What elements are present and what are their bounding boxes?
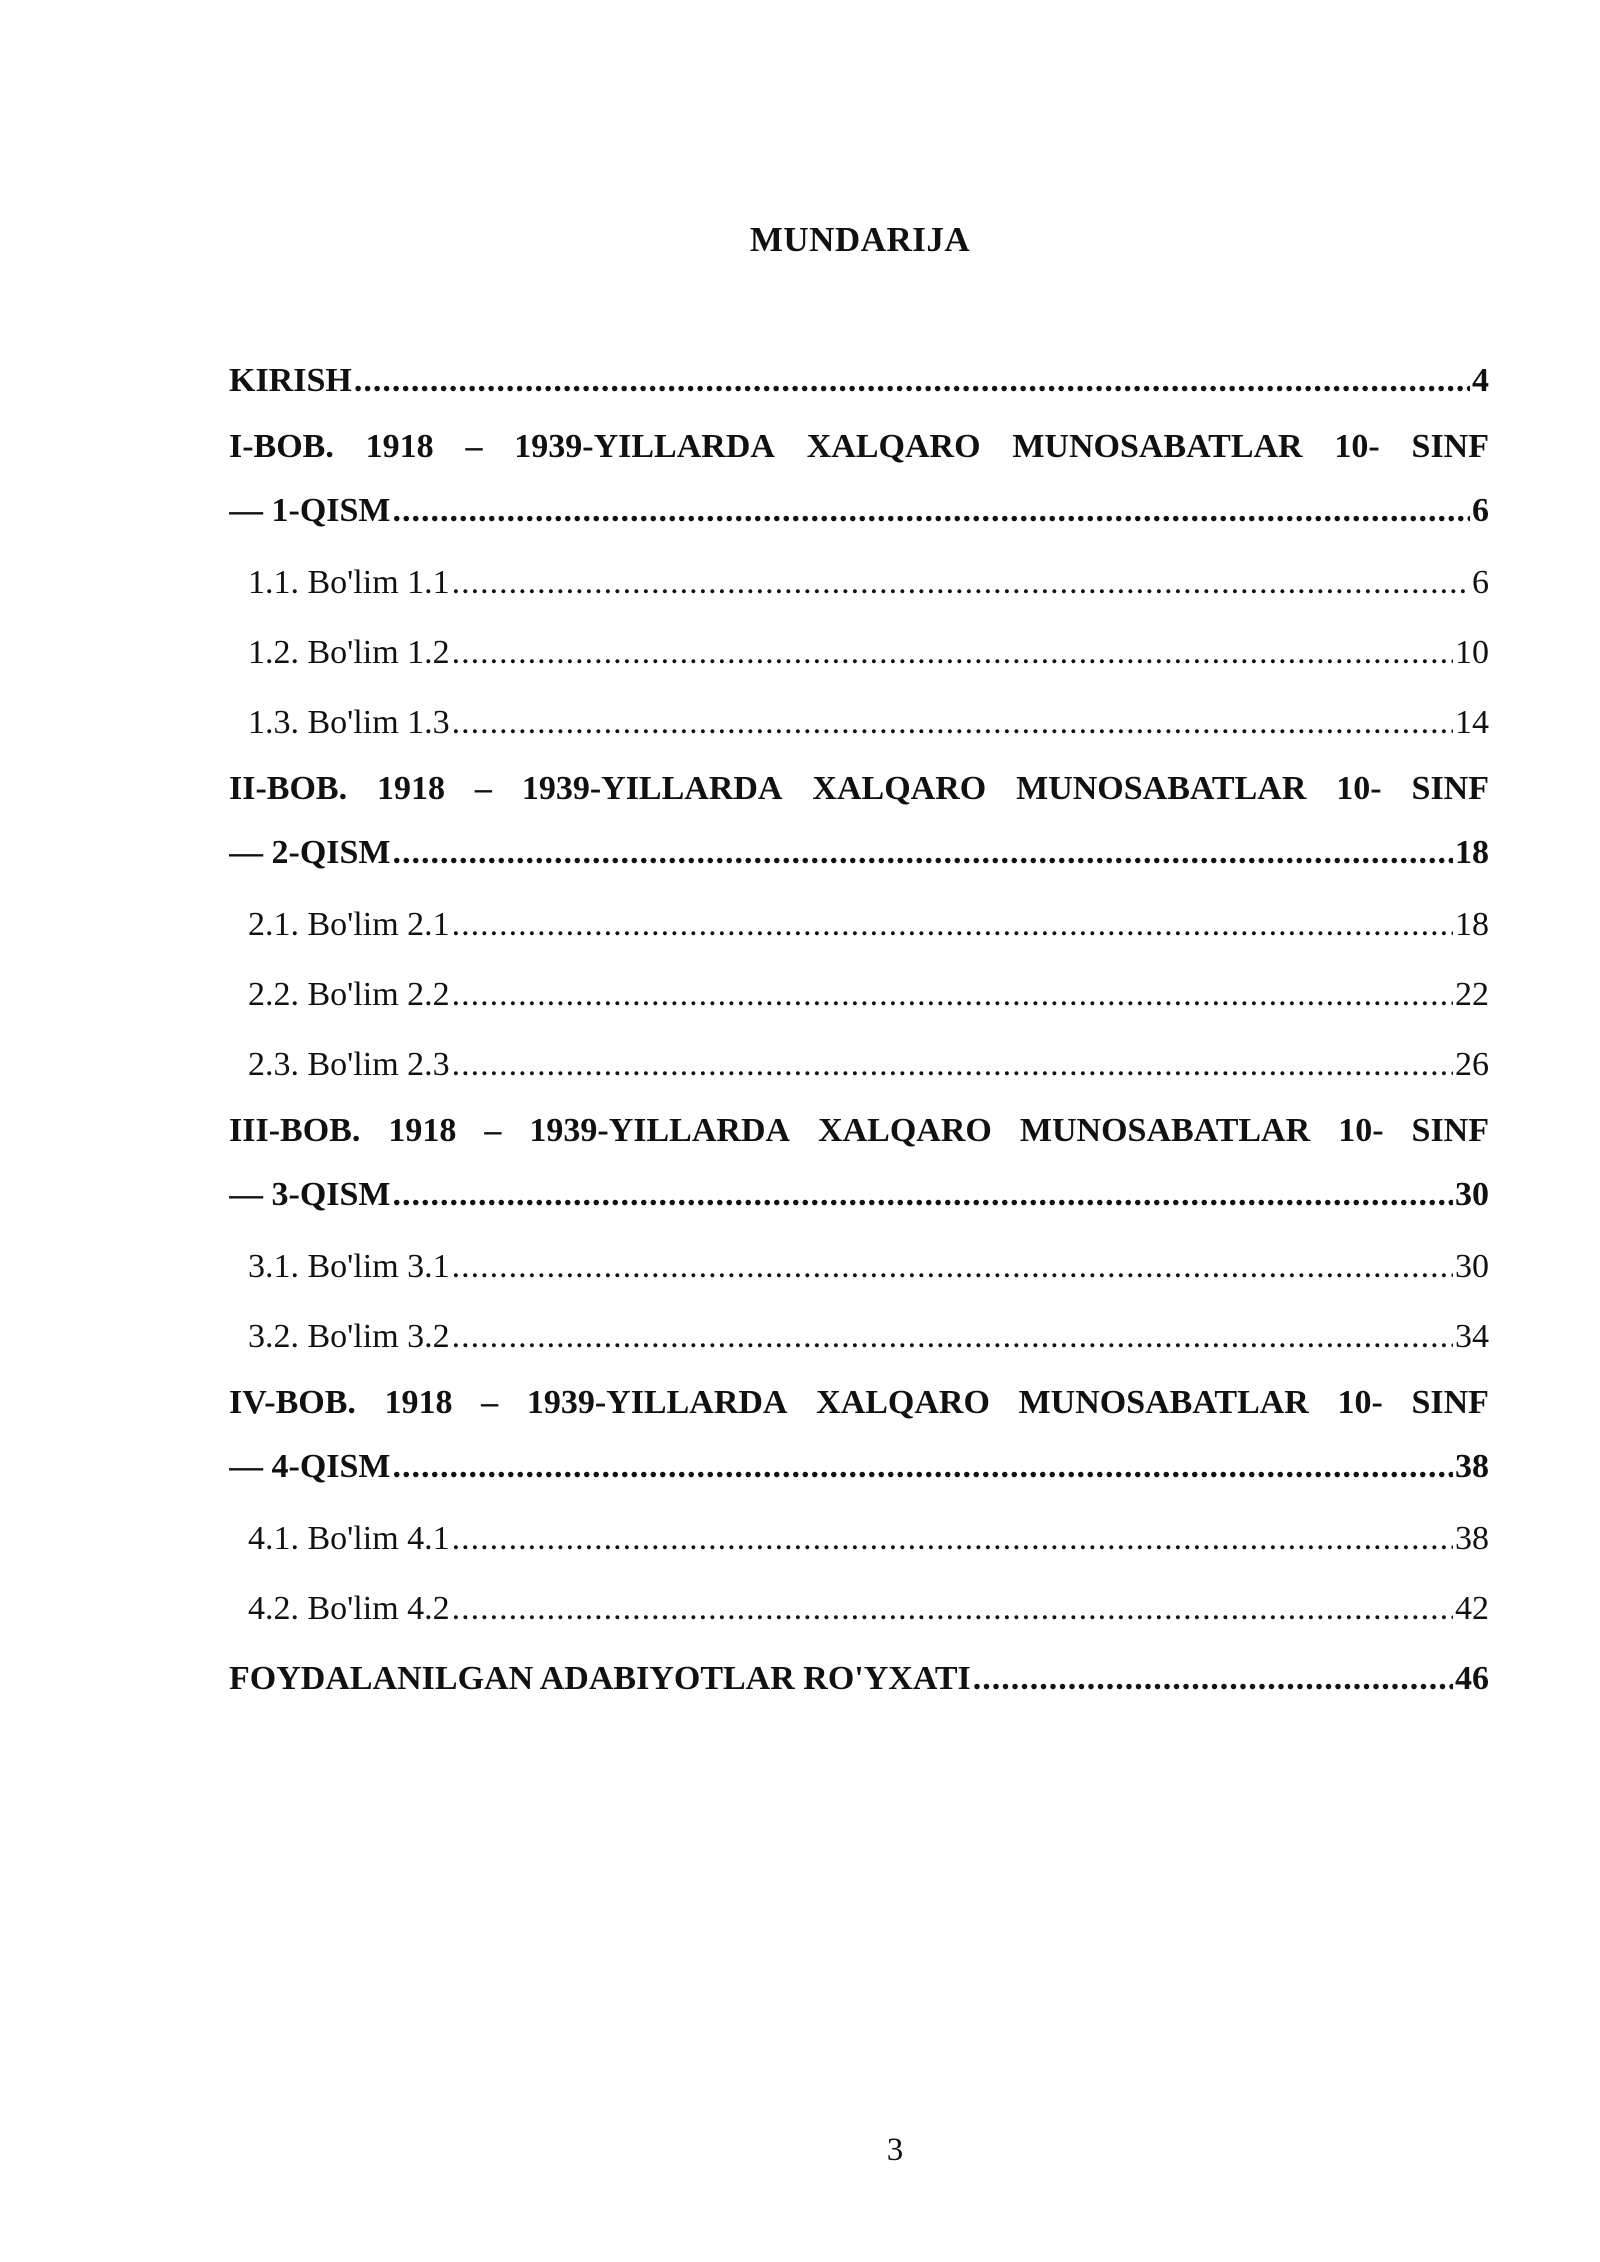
toc-entry-label: FOYDALANILGAN ADABIYOTLAR RO'YXATI xyxy=(229,1660,971,1697)
dot-leader xyxy=(452,890,1453,960)
heading-word: 1939-YILLARDA xyxy=(514,428,775,465)
toc-section-1-3[interactable] xyxy=(229,688,1489,758)
toc-entry-page: 22 xyxy=(1455,976,1489,1013)
dot-leader xyxy=(393,1162,1454,1228)
heading-word: SINF xyxy=(1411,428,1489,465)
heading-word: MUNOSABATLAR xyxy=(1018,1384,1309,1421)
toc-chapter-4-tail[interactable] xyxy=(229,1434,1489,1504)
heading-word: 1939-YILLARDA xyxy=(529,1112,791,1149)
heading-word: – xyxy=(481,1384,499,1421)
heading-word: MUNOSABATLAR xyxy=(1019,1112,1311,1149)
toc-entry-page: 42 xyxy=(1455,1590,1489,1627)
dot-leader xyxy=(452,1030,1453,1100)
toc-section-3-2[interactable] xyxy=(229,1302,1489,1372)
heading-word: 1939-YILLARDA xyxy=(521,770,783,807)
heading-word: II-BOB. xyxy=(229,770,348,807)
toc-entry-label: 3.2. Bo'lim 3.2 xyxy=(248,1318,450,1355)
heading-word: – xyxy=(474,770,492,807)
heading-word: – xyxy=(465,428,483,465)
toc-chapter-1-tail[interactable] xyxy=(229,478,1489,548)
toc-entry-label: — 2-QISM xyxy=(229,834,391,871)
heading-word: 10- xyxy=(1336,770,1382,807)
toc-entry-page: 14 xyxy=(1455,704,1489,741)
toc-section-2-3[interactable] xyxy=(229,1030,1489,1100)
toc-chapter-2-heading[interactable] xyxy=(229,758,1489,820)
heading-word: SINF xyxy=(1411,1112,1489,1149)
heading-word: 1918 xyxy=(384,1384,453,1421)
heading-word: 1939-YILLARDA xyxy=(526,1384,788,1421)
toc-entry-label: — 3-QISM xyxy=(229,1176,391,1213)
toc-entry-page: 46 xyxy=(1455,1660,1489,1697)
dot-leader xyxy=(452,688,1453,758)
heading-word: – xyxy=(484,1112,502,1149)
dot-leader xyxy=(452,548,1470,618)
dot-leader xyxy=(452,1504,1453,1574)
heading-word: XALQARO xyxy=(806,428,981,465)
toc-entry-page: 6 xyxy=(1472,492,1489,529)
dot-leader xyxy=(393,820,1454,886)
heading-word: III-BOB. xyxy=(229,1112,361,1149)
heading-word: XALQARO xyxy=(816,1384,990,1421)
toc-entry-label: 1.2. Bo'lim 1.2 xyxy=(248,634,450,671)
dot-leader xyxy=(452,1574,1453,1644)
heading-word: 10- xyxy=(1338,1112,1384,1149)
toc-section-4-2[interactable] xyxy=(229,1574,1489,1644)
dot-leader xyxy=(452,618,1453,688)
toc-entry-page: 10 xyxy=(1455,634,1489,671)
toc-entry-page: 26 xyxy=(1455,1046,1489,1083)
heading-word: SINF xyxy=(1411,1384,1489,1421)
toc-entry-page: 18 xyxy=(1455,906,1489,943)
dot-leader xyxy=(973,1644,1453,1714)
page-title: MUNDARIJA xyxy=(749,220,971,259)
heading-word: 10- xyxy=(1334,428,1380,465)
toc-entry-label: 2.1. Bo'lim 2.1 xyxy=(248,906,450,943)
toc-entry-page: 6 xyxy=(1472,564,1489,601)
toc-section-2-2[interactable] xyxy=(229,960,1489,1030)
toc-entry-references[interactable] xyxy=(229,1644,1489,1714)
heading-word: MUNOSABATLAR xyxy=(1016,770,1307,807)
toc-entry-page: 18 xyxy=(1455,834,1489,871)
toc-chapter-1-heading[interactable] xyxy=(229,416,1489,478)
toc-entry-page: 4 xyxy=(1472,362,1489,399)
dot-leader xyxy=(354,346,1470,416)
toc-entry-label: 1.1. Bo'lim 1.1 xyxy=(248,564,450,601)
dot-leader xyxy=(393,478,1471,544)
toc-chapter-2-tail[interactable] xyxy=(229,820,1489,890)
toc-entry-label: 3.1. Bo'lim 3.1 xyxy=(248,1248,450,1285)
toc-entry-label: — 1-QISM xyxy=(229,492,391,529)
heading-word: XALQARO xyxy=(818,1112,992,1149)
toc-entry-label: KIRISH xyxy=(229,362,352,399)
toc-chapter-4-heading[interactable] xyxy=(229,1372,1489,1434)
heading-word: 10- xyxy=(1337,1384,1383,1421)
toc-entry-label: — 4-QISM xyxy=(229,1448,391,1485)
heading-word: MUNOSABATLAR xyxy=(1012,428,1303,465)
toc-entry-label: 2.3. Bo'lim 2.3 xyxy=(248,1046,450,1083)
toc-entry-label: 4.1. Bo'lim 4.1 xyxy=(248,1520,450,1557)
heading-word: IV-BOB. xyxy=(229,1384,356,1421)
heading-word: 1918 xyxy=(377,770,445,807)
dot-leader xyxy=(452,1232,1453,1302)
toc-section-1-1[interactable] xyxy=(229,548,1489,618)
toc-entry-label: 1.3. Bo'lim 1.3 xyxy=(248,704,450,741)
toc-entry-page: 30 xyxy=(1455,1248,1489,1285)
toc-entry-page: 38 xyxy=(1455,1448,1489,1485)
toc-entry-label: 4.2. Bo'lim 4.2 xyxy=(248,1590,450,1627)
toc-entry-kirish[interactable] xyxy=(229,346,1489,416)
toc-section-3-1[interactable] xyxy=(229,1232,1489,1302)
table-of-contents xyxy=(229,346,1489,1714)
toc-chapter-3-tail[interactable] xyxy=(229,1162,1489,1232)
dot-leader xyxy=(452,1302,1453,1372)
toc-chapter-3-heading[interactable] xyxy=(229,1100,1489,1162)
heading-word: 1918 xyxy=(365,428,434,465)
toc-entry-label: 2.2. Bo'lim 2.2 xyxy=(248,976,450,1013)
heading-word: XALQARO xyxy=(812,770,987,807)
toc-entry-page: 34 xyxy=(1455,1318,1489,1355)
dot-leader xyxy=(393,1434,1454,1500)
page-number: 3 xyxy=(886,2132,904,2168)
dot-leader xyxy=(452,960,1453,1030)
heading-word: SINF xyxy=(1411,770,1489,807)
toc-section-1-2[interactable] xyxy=(229,618,1489,688)
heading-word: I-BOB. xyxy=(229,428,334,465)
toc-section-4-1[interactable] xyxy=(229,1504,1489,1574)
heading-word: 1918 xyxy=(388,1112,457,1149)
toc-section-2-1[interactable] xyxy=(229,890,1489,960)
toc-entry-page: 38 xyxy=(1455,1520,1489,1557)
toc-entry-page: 30 xyxy=(1455,1176,1489,1213)
